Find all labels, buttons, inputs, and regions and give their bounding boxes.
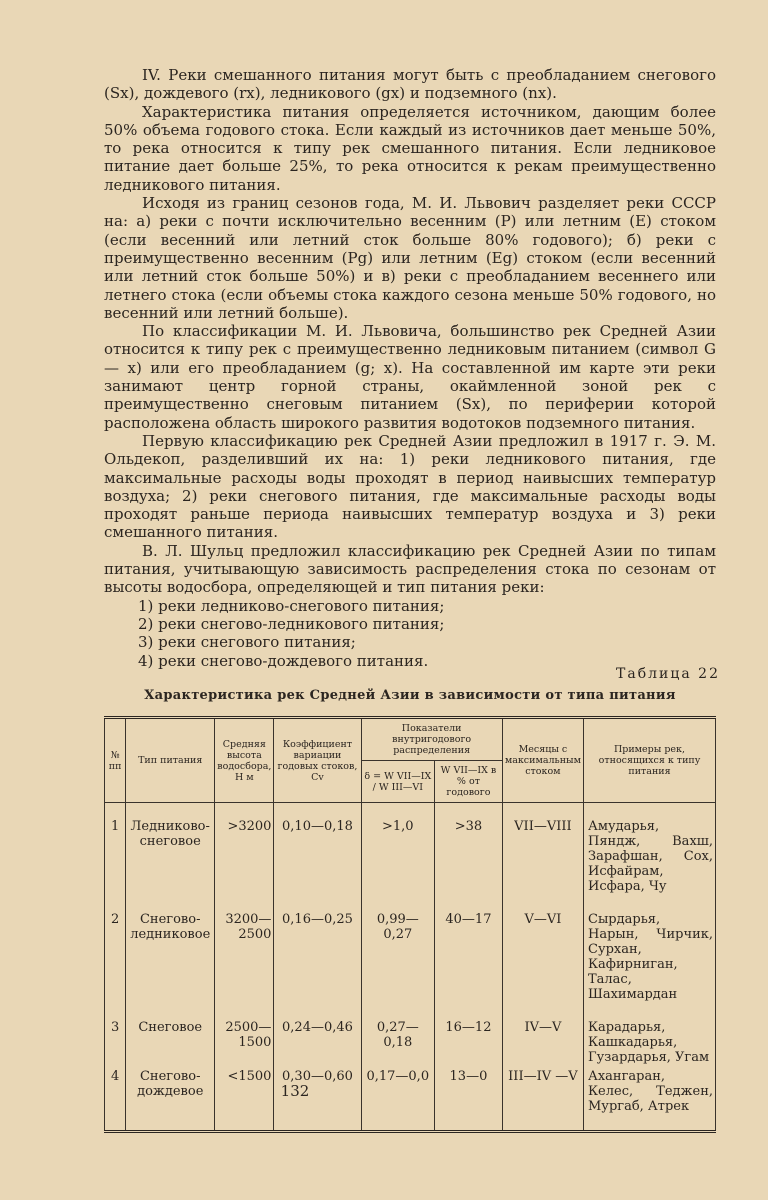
cell-examples: Сырдарья, Нарын, Чирчик, Сурхан, Кафирниган, Талас, Шахимардан <box>584 910 716 1004</box>
cell-cv: 0,16—0,25 <box>274 910 361 1004</box>
cell-num: 4 <box>105 1067 126 1116</box>
river-table <box>104 716 716 1133</box>
cell-pct: 40—17 <box>435 910 503 1004</box>
header-examples: Примеры рек, относящихся к типу питания <box>584 718 716 803</box>
cell-cv: 0,24—0,46 <box>274 1018 361 1067</box>
cell-cv: 0,30—0,60 <box>274 1067 361 1116</box>
paragraph: По классификации М. И. Львовича, большинство рек Средней Азии относится к типу рек с преимущественно ледниковым питанием (символ G — x) или его преобладанием (g; x). На составленной им карте эти реки занимают центр горной страны, окаймленной зоной рек с преимущественно снеговым питанием (Sx), по периферии которой расположена область широкого развития водотоков подземного питания. <box>104 322 716 432</box>
header-indicators: Показатели внутригодового распределения <box>361 718 502 761</box>
cell-delta: 0,27—0,18 <box>361 1018 435 1067</box>
cell-delta: 0,99—0,27 <box>361 910 435 1004</box>
cell-months: III—IV —V <box>502 1067 583 1116</box>
cell-pct: 13—0 <box>435 1067 503 1116</box>
paragraph: В. Л. Шульц предложил классификацию рек Средней Азии по типам питания, учитывающую зависимость распределения стока по сезонам от высоты водосбора, определяющей и тип питания реки: <box>104 541 716 597</box>
paragraph: Характеристика питания определяется источником, дающим более 50% объема годового стока. Если каждый из источников дает меньше 50%, то река относится к типу рек смешанного питания. Если ледниковое питание дает больше 25%, то река относится к рекам преимущественно ледникового питания. <box>104 102 716 194</box>
cell-months: V—VI <box>502 910 583 1004</box>
cell-num: 3 <box>105 1018 126 1067</box>
table-title: Характеристика рек Средней Азии в зависимости от типа питания <box>144 688 676 703</box>
cell-months: IV—V <box>502 1018 583 1067</box>
table-row <box>105 910 716 1004</box>
cell-type: Ледниково-снеговое <box>126 817 215 896</box>
cell-num: 1 <box>105 817 126 896</box>
cell-height: >3200 <box>215 817 274 896</box>
cell-examples: Карадарья, Кашкадарья, Гузардарья, Угам <box>584 1018 716 1067</box>
header-type: Тип питания <box>126 718 215 803</box>
page-number: 132 <box>280 1082 310 1100</box>
cell-months: VII—VIII <box>502 817 583 896</box>
paragraph: Первую классификацию рек Средней Азии предложил в 1917 г. Э. М. Ольдекоп, разделивший их на: 1) реки ледникового питания, где максимальные расходы воды проходят в период наивысших температур воздуха; 2) реки снегового питания, где максимальные расходы воды проходят раньше периода наивысших температур воздуха и 3) реки смешанного питания. <box>104 431 716 542</box>
header-percent: W VII—IX в % от годового <box>435 761 503 803</box>
header-delta: δ = W VII—IX / W III—VI <box>361 761 435 803</box>
cell-delta: 0,17—0,0 <box>361 1067 435 1116</box>
list-item: 3) реки снегового питания; <box>138 633 356 652</box>
cell-examples: Ахангаран, Келес, Теджен, Мургаб, Атрек <box>584 1067 716 1116</box>
cell-height: 2500—1500 <box>215 1018 274 1067</box>
list-item: 2) реки снегово-ледникового питания; <box>138 614 445 633</box>
paragraph: Исходя из границ сезонов года, М. И. Львович разделяет реки СССР на: а) реки с почти исключительно весенним (P) или летним (E) стоком (если весенний или летний сток больше 80% годового); б) реки с преимущественно весенним (Pg) или летним (Eg) стоком (если весенний или летний сток больше 50%) и в) реки с преобладанием весеннего или летнего стока (если объемы стока каждого сезона меньше 50% годового, но весенний или летний больше). <box>104 194 716 322</box>
cell-type: Снегово-дождевое <box>126 1067 215 1116</box>
header-num: № пп <box>105 718 126 803</box>
list-item: 4) реки снегово-дождевого питания. <box>138 651 429 670</box>
paragraph: IV. Реки смешанного питания могут быть с преобладанием снегового (Sx), дождевого (rx), ледникового (gx) и подземного (nx). <box>104 66 716 103</box>
cell-height: 3200—2500 <box>215 910 274 1004</box>
table-label: Таблица 22 <box>616 666 720 682</box>
cell-cv: 0,10—0,18 <box>274 817 361 896</box>
cell-type: Снегово-ледниковое <box>126 910 215 1004</box>
table-row <box>105 817 716 896</box>
list-item: 1) реки ледниково-снегового питания; <box>138 596 445 615</box>
cell-type: Снеговое <box>126 1018 215 1067</box>
body-text <box>104 66 716 670</box>
classification-list <box>104 597 716 670</box>
cell-height: <1500 <box>215 1067 274 1116</box>
header-coef: Коэффициент вариации годовых стоков, Cv <box>274 718 361 803</box>
header-height: Средняя высота водосбора, H м <box>215 718 274 803</box>
header-row <box>105 718 716 761</box>
cell-num: 2 <box>105 910 126 1004</box>
cell-examples: Амударья, Пяндж, Вахш, Зарафшан, Сох, Исфайрам, Исфара, Чу <box>584 817 716 896</box>
table-row <box>105 1018 716 1067</box>
cell-pct: 16—12 <box>435 1018 503 1067</box>
cell-delta: >1,0 <box>361 817 435 896</box>
cell-pct: >38 <box>435 817 503 896</box>
header-months: Месяцы с максимальным стоком <box>502 718 583 803</box>
